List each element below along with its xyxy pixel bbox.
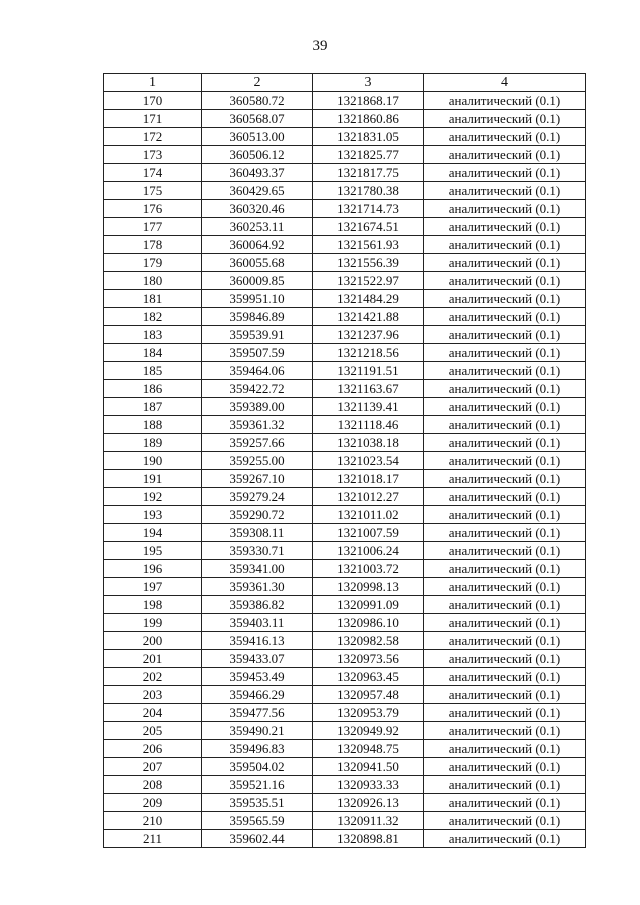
table-cell: 1321018.17 xyxy=(313,470,424,488)
table-cell: аналитический (0.1) xyxy=(424,146,586,164)
table-cell: 186 xyxy=(104,380,202,398)
table-cell: 360429.65 xyxy=(202,182,313,200)
table-cell: 1320998.13 xyxy=(313,578,424,596)
table-cell: 1321038.18 xyxy=(313,434,424,452)
table-cell: 200 xyxy=(104,632,202,650)
table-row xyxy=(104,812,586,830)
table-cell: 1321860.86 xyxy=(313,110,424,128)
table-row xyxy=(104,362,586,380)
table-row xyxy=(104,740,586,758)
table-cell: 209 xyxy=(104,794,202,812)
table-cell: 195 xyxy=(104,542,202,560)
table-cell: 178 xyxy=(104,236,202,254)
table-cell: 196 xyxy=(104,560,202,578)
table-cell: 359539.91 xyxy=(202,326,313,344)
table-cell: аналитический (0.1) xyxy=(424,776,586,794)
table-cell: аналитический (0.1) xyxy=(424,254,586,272)
table-cell: 359602.44 xyxy=(202,830,313,848)
table-cell: 1320953.79 xyxy=(313,704,424,722)
table-cell: 1320963.45 xyxy=(313,668,424,686)
table-cell: 1321118.46 xyxy=(313,416,424,434)
table-cell: аналитический (0.1) xyxy=(424,794,586,812)
table-cell: аналитический (0.1) xyxy=(424,128,586,146)
table-row xyxy=(104,164,586,182)
table-cell: 359535.51 xyxy=(202,794,313,812)
table-row xyxy=(104,830,586,848)
table-cell: аналитический (0.1) xyxy=(424,560,586,578)
table-cell: аналитический (0.1) xyxy=(424,524,586,542)
table-row xyxy=(104,110,586,128)
table-row xyxy=(104,614,586,632)
table-row xyxy=(104,470,586,488)
table-cell: 1321003.72 xyxy=(313,560,424,578)
table-cell: 201 xyxy=(104,650,202,668)
table-cell: 1320986.10 xyxy=(313,614,424,632)
table-cell: 359255.00 xyxy=(202,452,313,470)
table-cell: аналитический (0.1) xyxy=(424,488,586,506)
table-cell: 197 xyxy=(104,578,202,596)
table-cell: 1321237.96 xyxy=(313,326,424,344)
table-cell: 184 xyxy=(104,344,202,362)
table-cell: аналитический (0.1) xyxy=(424,650,586,668)
table-cell: 207 xyxy=(104,758,202,776)
table-cell: 1321868.17 xyxy=(313,92,424,110)
table-cell: аналитический (0.1) xyxy=(424,578,586,596)
table-cell: 181 xyxy=(104,290,202,308)
table-cell: аналитический (0.1) xyxy=(424,758,586,776)
table-cell: 359361.32 xyxy=(202,416,313,434)
column-header: 2 xyxy=(202,74,313,92)
table-cell: 359496.83 xyxy=(202,740,313,758)
table-cell: 1321522.97 xyxy=(313,272,424,290)
table-row xyxy=(104,344,586,362)
table-cell: аналитический (0.1) xyxy=(424,236,586,254)
table-cell: 1321780.38 xyxy=(313,182,424,200)
table-row xyxy=(104,92,586,110)
table-row xyxy=(104,776,586,794)
table-cell: 198 xyxy=(104,596,202,614)
table-row xyxy=(104,308,586,326)
table-cell: аналитический (0.1) xyxy=(424,614,586,632)
table-cell: аналитический (0.1) xyxy=(424,452,586,470)
table-cell: аналитический (0.1) xyxy=(424,164,586,182)
table-cell: 360493.37 xyxy=(202,164,313,182)
table-cell: 172 xyxy=(104,128,202,146)
table-cell: 1321191.51 xyxy=(313,362,424,380)
table-cell: 202 xyxy=(104,668,202,686)
table-cell: 1321831.05 xyxy=(313,128,424,146)
table-cell: 185 xyxy=(104,362,202,380)
table-row xyxy=(104,704,586,722)
table-cell: 205 xyxy=(104,722,202,740)
table-cell: 359464.06 xyxy=(202,362,313,380)
table-cell: 190 xyxy=(104,452,202,470)
table-cell: 359389.00 xyxy=(202,398,313,416)
table-cell: 359507.59 xyxy=(202,344,313,362)
table-row xyxy=(104,182,586,200)
table-cell: аналитический (0.1) xyxy=(424,326,586,344)
table-row xyxy=(104,146,586,164)
table-cell: 180 xyxy=(104,272,202,290)
table-cell: 359466.29 xyxy=(202,686,313,704)
table-cell: 1321825.77 xyxy=(313,146,424,164)
table-cell: 1320933.33 xyxy=(313,776,424,794)
table-row xyxy=(104,578,586,596)
table-cell: 177 xyxy=(104,218,202,236)
table-cell: 359504.02 xyxy=(202,758,313,776)
table-row xyxy=(104,596,586,614)
table-cell: 194 xyxy=(104,524,202,542)
table-cell: 359951.10 xyxy=(202,290,313,308)
table-cell: 182 xyxy=(104,308,202,326)
table-cell: аналитический (0.1) xyxy=(424,182,586,200)
table-cell: 211 xyxy=(104,830,202,848)
table-cell: 1320948.75 xyxy=(313,740,424,758)
table-cell: аналитический (0.1) xyxy=(424,362,586,380)
table-cell: 199 xyxy=(104,614,202,632)
table-cell: 359490.21 xyxy=(202,722,313,740)
table-cell: 1321561.93 xyxy=(313,236,424,254)
table-cell: 359267.10 xyxy=(202,470,313,488)
table-cell: 1321674.51 xyxy=(313,218,424,236)
table-row xyxy=(104,236,586,254)
table-row xyxy=(104,254,586,272)
table-cell: 203 xyxy=(104,686,202,704)
table-cell: 359361.30 xyxy=(202,578,313,596)
table-cell: 206 xyxy=(104,740,202,758)
table-cell: 1321556.39 xyxy=(313,254,424,272)
table-cell: 359453.49 xyxy=(202,668,313,686)
page-number: 39 xyxy=(312,38,328,54)
table-row xyxy=(104,560,586,578)
table-cell: 359416.13 xyxy=(202,632,313,650)
table-cell: 179 xyxy=(104,254,202,272)
table-cell: 360320.46 xyxy=(202,200,313,218)
table-cell: аналитический (0.1) xyxy=(424,668,586,686)
table-cell: аналитический (0.1) xyxy=(424,686,586,704)
table-cell: 204 xyxy=(104,704,202,722)
table-cell: аналитический (0.1) xyxy=(424,398,586,416)
table-cell: аналитический (0.1) xyxy=(424,218,586,236)
table-row xyxy=(104,794,586,812)
table-row xyxy=(104,398,586,416)
table-cell: 360513.00 xyxy=(202,128,313,146)
table-cell: 1320911.32 xyxy=(313,812,424,830)
table-cell: 359290.72 xyxy=(202,506,313,524)
table-cell: аналитический (0.1) xyxy=(424,506,586,524)
table-cell: 359257.66 xyxy=(202,434,313,452)
table-cell: 1320926.13 xyxy=(313,794,424,812)
table-cell: 359565.59 xyxy=(202,812,313,830)
table-cell: аналитический (0.1) xyxy=(424,290,586,308)
table-cell: 189 xyxy=(104,434,202,452)
table-cell: 359279.24 xyxy=(202,488,313,506)
table-cell: аналитический (0.1) xyxy=(424,740,586,758)
table-cell: 1320957.48 xyxy=(313,686,424,704)
table-cell: аналитический (0.1) xyxy=(424,632,586,650)
table-row xyxy=(104,200,586,218)
table-cell: 360064.92 xyxy=(202,236,313,254)
table-row xyxy=(104,542,586,560)
table-row xyxy=(104,452,586,470)
table-cell: аналитический (0.1) xyxy=(424,110,586,128)
table-cell: 359330.71 xyxy=(202,542,313,560)
table-cell: 170 xyxy=(104,92,202,110)
table-cell: 1320982.58 xyxy=(313,632,424,650)
table-row xyxy=(104,218,586,236)
table-row xyxy=(104,506,586,524)
table-row xyxy=(104,632,586,650)
table-cell: 176 xyxy=(104,200,202,218)
table-cell: 360253.11 xyxy=(202,218,313,236)
table-cell: аналитический (0.1) xyxy=(424,812,586,830)
table-cell: аналитический (0.1) xyxy=(424,596,586,614)
table-cell: аналитический (0.1) xyxy=(424,830,586,848)
table-cell: 360506.12 xyxy=(202,146,313,164)
table-cell: аналитический (0.1) xyxy=(424,308,586,326)
table-row xyxy=(104,524,586,542)
table-row xyxy=(104,326,586,344)
table-row xyxy=(104,416,586,434)
table-cell: 359403.11 xyxy=(202,614,313,632)
table-cell: 174 xyxy=(104,164,202,182)
column-header: 4 xyxy=(424,74,586,92)
table-cell: 188 xyxy=(104,416,202,434)
table-cell: 192 xyxy=(104,488,202,506)
table-cell: 359308.11 xyxy=(202,524,313,542)
table-cell: 1321421.88 xyxy=(313,308,424,326)
table-cell: 171 xyxy=(104,110,202,128)
table-cell: 1321006.24 xyxy=(313,542,424,560)
table-cell: 193 xyxy=(104,506,202,524)
table-row xyxy=(104,722,586,740)
table-cell: 359422.72 xyxy=(202,380,313,398)
table-row xyxy=(104,380,586,398)
table-header-row xyxy=(104,74,586,92)
table-cell: 208 xyxy=(104,776,202,794)
table-cell: 360580.72 xyxy=(202,92,313,110)
column-header: 3 xyxy=(313,74,424,92)
table-cell: 360055.68 xyxy=(202,254,313,272)
table-cell: аналитический (0.1) xyxy=(424,92,586,110)
table-cell: аналитический (0.1) xyxy=(424,542,586,560)
table-cell: 173 xyxy=(104,146,202,164)
table-cell: 1321011.02 xyxy=(313,506,424,524)
coordinates-table xyxy=(103,73,586,848)
table-cell: 359477.56 xyxy=(202,704,313,722)
table-cell: 359846.89 xyxy=(202,308,313,326)
table-cell: аналитический (0.1) xyxy=(424,416,586,434)
table-cell: 360009.85 xyxy=(202,272,313,290)
table-cell: 359341.00 xyxy=(202,560,313,578)
table-cell: 1321484.29 xyxy=(313,290,424,308)
table-row xyxy=(104,434,586,452)
table-cell: аналитический (0.1) xyxy=(424,434,586,452)
table-cell: 359521.16 xyxy=(202,776,313,794)
table-cell: 360568.07 xyxy=(202,110,313,128)
table-row xyxy=(104,668,586,686)
table-cell: 1321714.73 xyxy=(313,200,424,218)
table-cell: 1320949.92 xyxy=(313,722,424,740)
table-cell: 187 xyxy=(104,398,202,416)
table-cell: 175 xyxy=(104,182,202,200)
table-cell: 1321817.75 xyxy=(313,164,424,182)
table-row xyxy=(104,650,586,668)
table-cell: аналитический (0.1) xyxy=(424,344,586,362)
table-row xyxy=(104,290,586,308)
table-cell: 191 xyxy=(104,470,202,488)
table-body xyxy=(104,92,586,848)
table-cell: 1321218.56 xyxy=(313,344,424,362)
table-cell: 1321007.59 xyxy=(313,524,424,542)
table-cell: 1320898.81 xyxy=(313,830,424,848)
table-cell: 359386.82 xyxy=(202,596,313,614)
table-row xyxy=(104,272,586,290)
table-cell: аналитический (0.1) xyxy=(424,470,586,488)
table-cell: 1320941.50 xyxy=(313,758,424,776)
table-cell: 1320973.56 xyxy=(313,650,424,668)
table-cell: 1321023.54 xyxy=(313,452,424,470)
table-row xyxy=(104,128,586,146)
table-cell: 1321139.41 xyxy=(313,398,424,416)
table-cell: аналитический (0.1) xyxy=(424,704,586,722)
table-cell: 1321012.27 xyxy=(313,488,424,506)
table-cell: 359433.07 xyxy=(202,650,313,668)
table-cell: аналитический (0.1) xyxy=(424,380,586,398)
table-cell: аналитический (0.1) xyxy=(424,722,586,740)
table-cell: аналитический (0.1) xyxy=(424,200,586,218)
column-header: 1 xyxy=(104,74,202,92)
table-cell: 1321163.67 xyxy=(313,380,424,398)
table-cell: 1320991.09 xyxy=(313,596,424,614)
table-row xyxy=(104,758,586,776)
table-row xyxy=(104,686,586,704)
table-cell: аналитический (0.1) xyxy=(424,272,586,290)
table-row xyxy=(104,488,586,506)
table-cell: 183 xyxy=(104,326,202,344)
table-cell: 210 xyxy=(104,812,202,830)
